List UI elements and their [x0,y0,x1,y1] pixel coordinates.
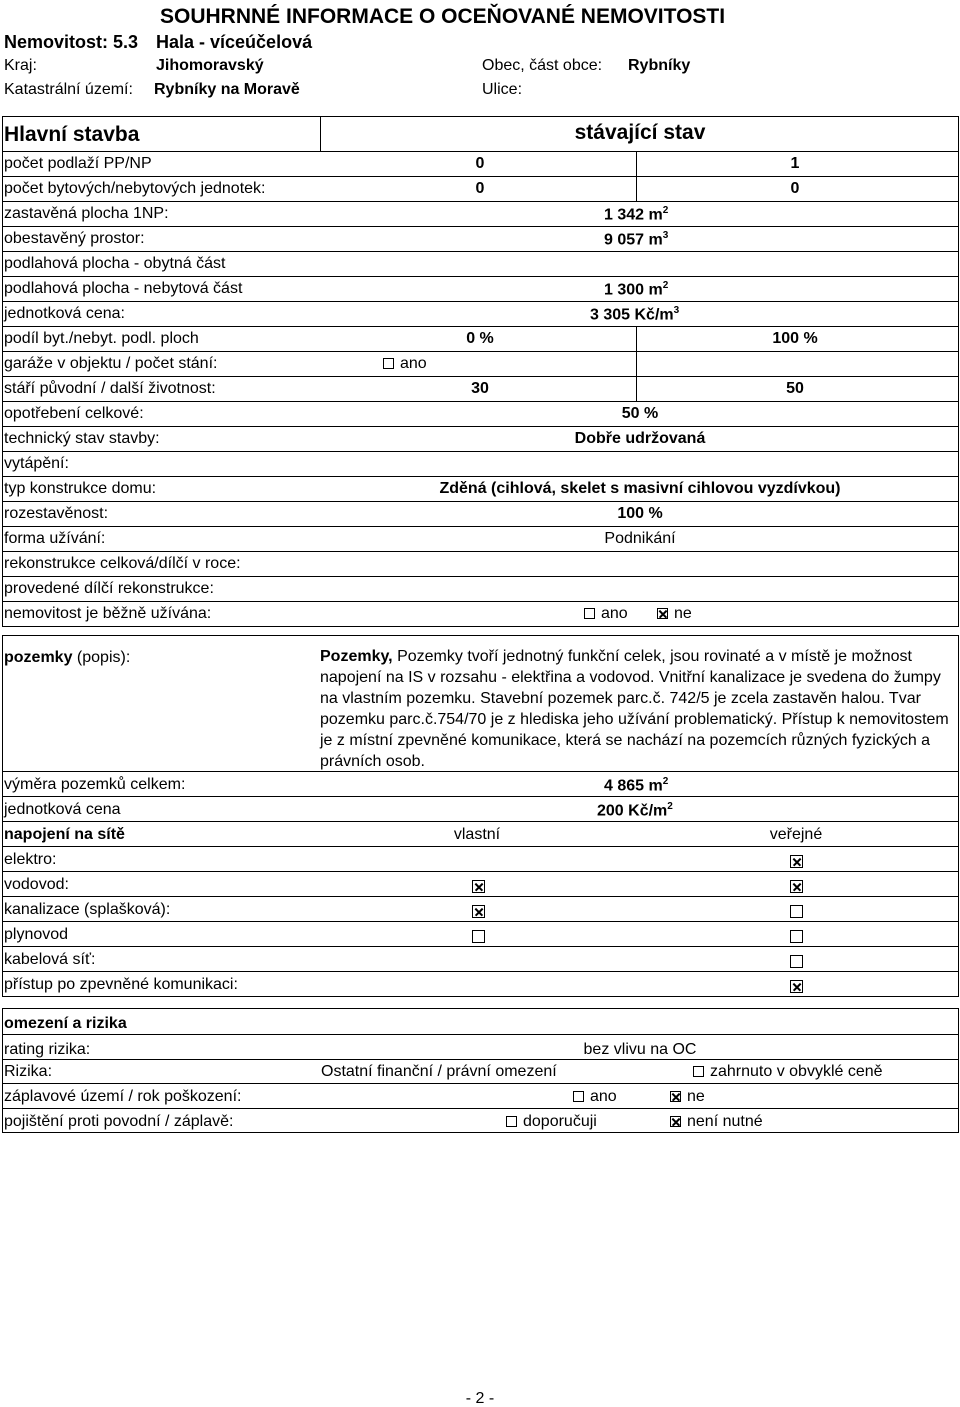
row-label-tech-stav: technický stav stavby: [4,430,160,447]
row-label-obestaveny: obestavěný prostor: [4,230,145,247]
jednotky-byt: 0 [475,180,485,197]
napojeni-verejne-checkbox[interactable] [790,880,803,893]
col-verejne: veřejné [769,826,823,843]
row-label-obytna: podlahová plocha - obytná část [4,255,226,272]
row-label-garaze: garáže v objektu / počet stání: [4,355,218,372]
uzivana-ne-checkbox[interactable]: ne [657,606,692,622]
napojeni-row-label: plynovod [4,926,69,943]
state-title: stávající stav [574,121,706,144]
podil-byt: 0 % [466,330,494,347]
napojeni-verejne-checkbox[interactable] [790,905,803,918]
zaplavove-ne-checkbox[interactable]: ne [670,1089,705,1105]
zastavena-value: 1 342 $m^2$ [604,205,669,224]
napojeni-vlastni-checkbox[interactable] [472,905,485,918]
jednotkova-cena-value: 3 305 $Kč/m^3$ [590,305,680,324]
pojisteni-label: pojištění proti povodní / záplavě: [4,1113,234,1130]
katastr-value: Rybníky na Moravě [154,81,300,98]
obestaveny-value: 9 057 $m^3$ [604,230,669,249]
omezeni-title: omezení a rizika [4,1015,127,1032]
property-name: Hala - víceúčelová [156,32,313,52]
obec-label: Obec, část obce: [482,57,603,74]
rizika-value: Ostatní finanční / právní omezení [321,1063,557,1080]
kraj-label: Kraj: [4,57,37,74]
page-number: - 2 - [465,1390,495,1407]
section-title-hlavni-stavba: Hlavní stavba [4,123,140,146]
col-vlastni: vlastní [453,826,501,843]
checkbox-checked-icon [657,608,668,619]
jednotky-nebyt: 0 [790,180,800,197]
podil-nebyt: 100 % [772,330,818,347]
nebytova-value: 1 300 $m^2$ [604,280,669,299]
rating-value: bez vlivu na OC [583,1041,697,1058]
pozemek-cena-value: 200 $Kč/m^2$ [597,801,673,820]
konstrukce-value: Zděná (cihlová, skelet s masivní cihlovou vyzdívkou) [439,480,841,497]
row-label-rozestavenost: rozestavěnost: [4,505,109,522]
napojeni-verejne-checkbox[interactable] [790,930,803,943]
property-label: Nemovitost: 5.3 [4,32,139,52]
garaze-checkbox[interactable]: ano [383,356,427,372]
zaplavove-label: záplavové území / rok poškození: [4,1088,242,1105]
napojeni-row-label: elektro: [4,851,57,868]
pozemek-cena-label: jednotková cena [4,801,121,818]
row-label-rekonstrukce: rekonstrukce celková/dílčí v roce: [4,555,241,572]
row-label-forma: forma užívání: [4,530,106,547]
napojeni-verejne-checkbox[interactable] [790,980,803,993]
uzivana-ano-checkbox[interactable]: ano [584,606,628,622]
checkbox-empty-icon [573,1091,584,1102]
tech-stav-value: Dobře udržovaná [574,430,706,447]
row-label-podlazi: počet podlaží PP/NP [4,155,152,172]
vymera-value: 4 865 $m^2$ [604,776,669,795]
rizika-label: Rizika: [4,1063,53,1080]
rizika-zahrnuto-checkbox[interactable]: zahrnuto v obvyklé ceně [693,1064,883,1080]
podlazi-np: 1 [790,155,800,172]
rating-label: rating rizika: [4,1041,91,1058]
stari-puvodni: 30 [471,380,489,397]
row-label-podil: podíl byt./nebyt. podl. ploch [4,330,199,347]
checkbox-checked-icon [670,1116,681,1127]
pojisteni-neni-nutne-checkbox[interactable]: není nutné [670,1114,763,1130]
pozemky-description: Pozemky, Pozemky tvoří jednotný funkční celek, jsou rovinaté a v místě je možnost napojení na IS v rozsahu - elektřina a vodovod. Vnitřní kanalizace je svedena do žumpy na vlastním pozemku. Stavební pozemek parc.č. 742/5 je zcela zastavěn halou. Tvar pozemku parc.č.754/70 je z hlediska jeho užívání problematický. Přístup k nemovitostem je z místní zpevněné komunikace, která se nachází na pozemcích různých fyzických a právních osob. [320,648,949,770]
pozemky-label: pozemky (popis): [4,649,131,666]
napojeni-row-label: vodovod: [4,876,69,893]
checkbox-empty-icon [584,608,595,619]
napojeni-vlastni-checkbox[interactable] [472,880,485,893]
row-label-nebytova: podlahová plocha - nebytová část [4,280,243,297]
kraj-value: Jihomoravský [156,57,264,74]
row-label-uzivana: nemovitost je běžně užívána: [4,605,212,622]
obec-value: Rybníky [628,57,691,74]
napojeni-row-label: kabelová síť: [4,951,96,968]
napojeni-verejne-checkbox[interactable] [790,955,803,968]
napojeni-vlastni-checkbox[interactable] [472,930,485,943]
row-label-opotrebeni: opotřebení celkové: [4,405,144,422]
checkbox-empty-icon [506,1116,517,1127]
row-label-konstrukce: typ konstrukce domu: [4,480,157,497]
row-label-dilci: provedené dílčí rekonstrukce: [4,580,214,597]
podlazi-pp: 0 [475,155,485,172]
rozestavenost-value: 100 % [617,505,663,522]
row-label-stari: stáří původní / další životnost: [4,380,216,397]
ulice-label: Ulice: [482,81,523,98]
row-label-jednotky: počet bytových/nebytových jednotek: [4,180,266,197]
forma-value: Podnikání [604,530,676,547]
napojeni-row-label: přístup po zpevněné komunikaci: [4,976,238,993]
zaplavove-ano-checkbox[interactable]: ano [573,1089,617,1105]
stari-zivotnost: 50 [786,380,804,397]
napojeni-title: napojení na sítě [4,826,125,843]
opotrebeni-value: 50 % [621,405,659,422]
napojeni-row-label: kanalizace (splašková): [4,901,171,918]
napojeni-verejne-checkbox[interactable] [790,855,803,868]
vymera-label: výměra pozemků celkem: [4,776,186,793]
row-label-jednotkova-cena: jednotková cena: [4,305,125,322]
checkbox-empty-icon [383,358,394,369]
checkbox-checked-icon [670,1091,681,1102]
page-title: SOUHRNNÉ INFORMACE O OCEŇOVANÉ NEMOVITOSTI [160,5,726,28]
row-label-vytapeni: vytápění: [4,455,69,472]
row-label-zastavena: zastavěná plocha 1NP: [4,205,169,222]
katastr-label: Katastrální území: [4,81,133,98]
checkbox-empty-icon [693,1066,704,1077]
pojisteni-doporucuji-checkbox[interactable]: doporučuji [506,1114,597,1130]
